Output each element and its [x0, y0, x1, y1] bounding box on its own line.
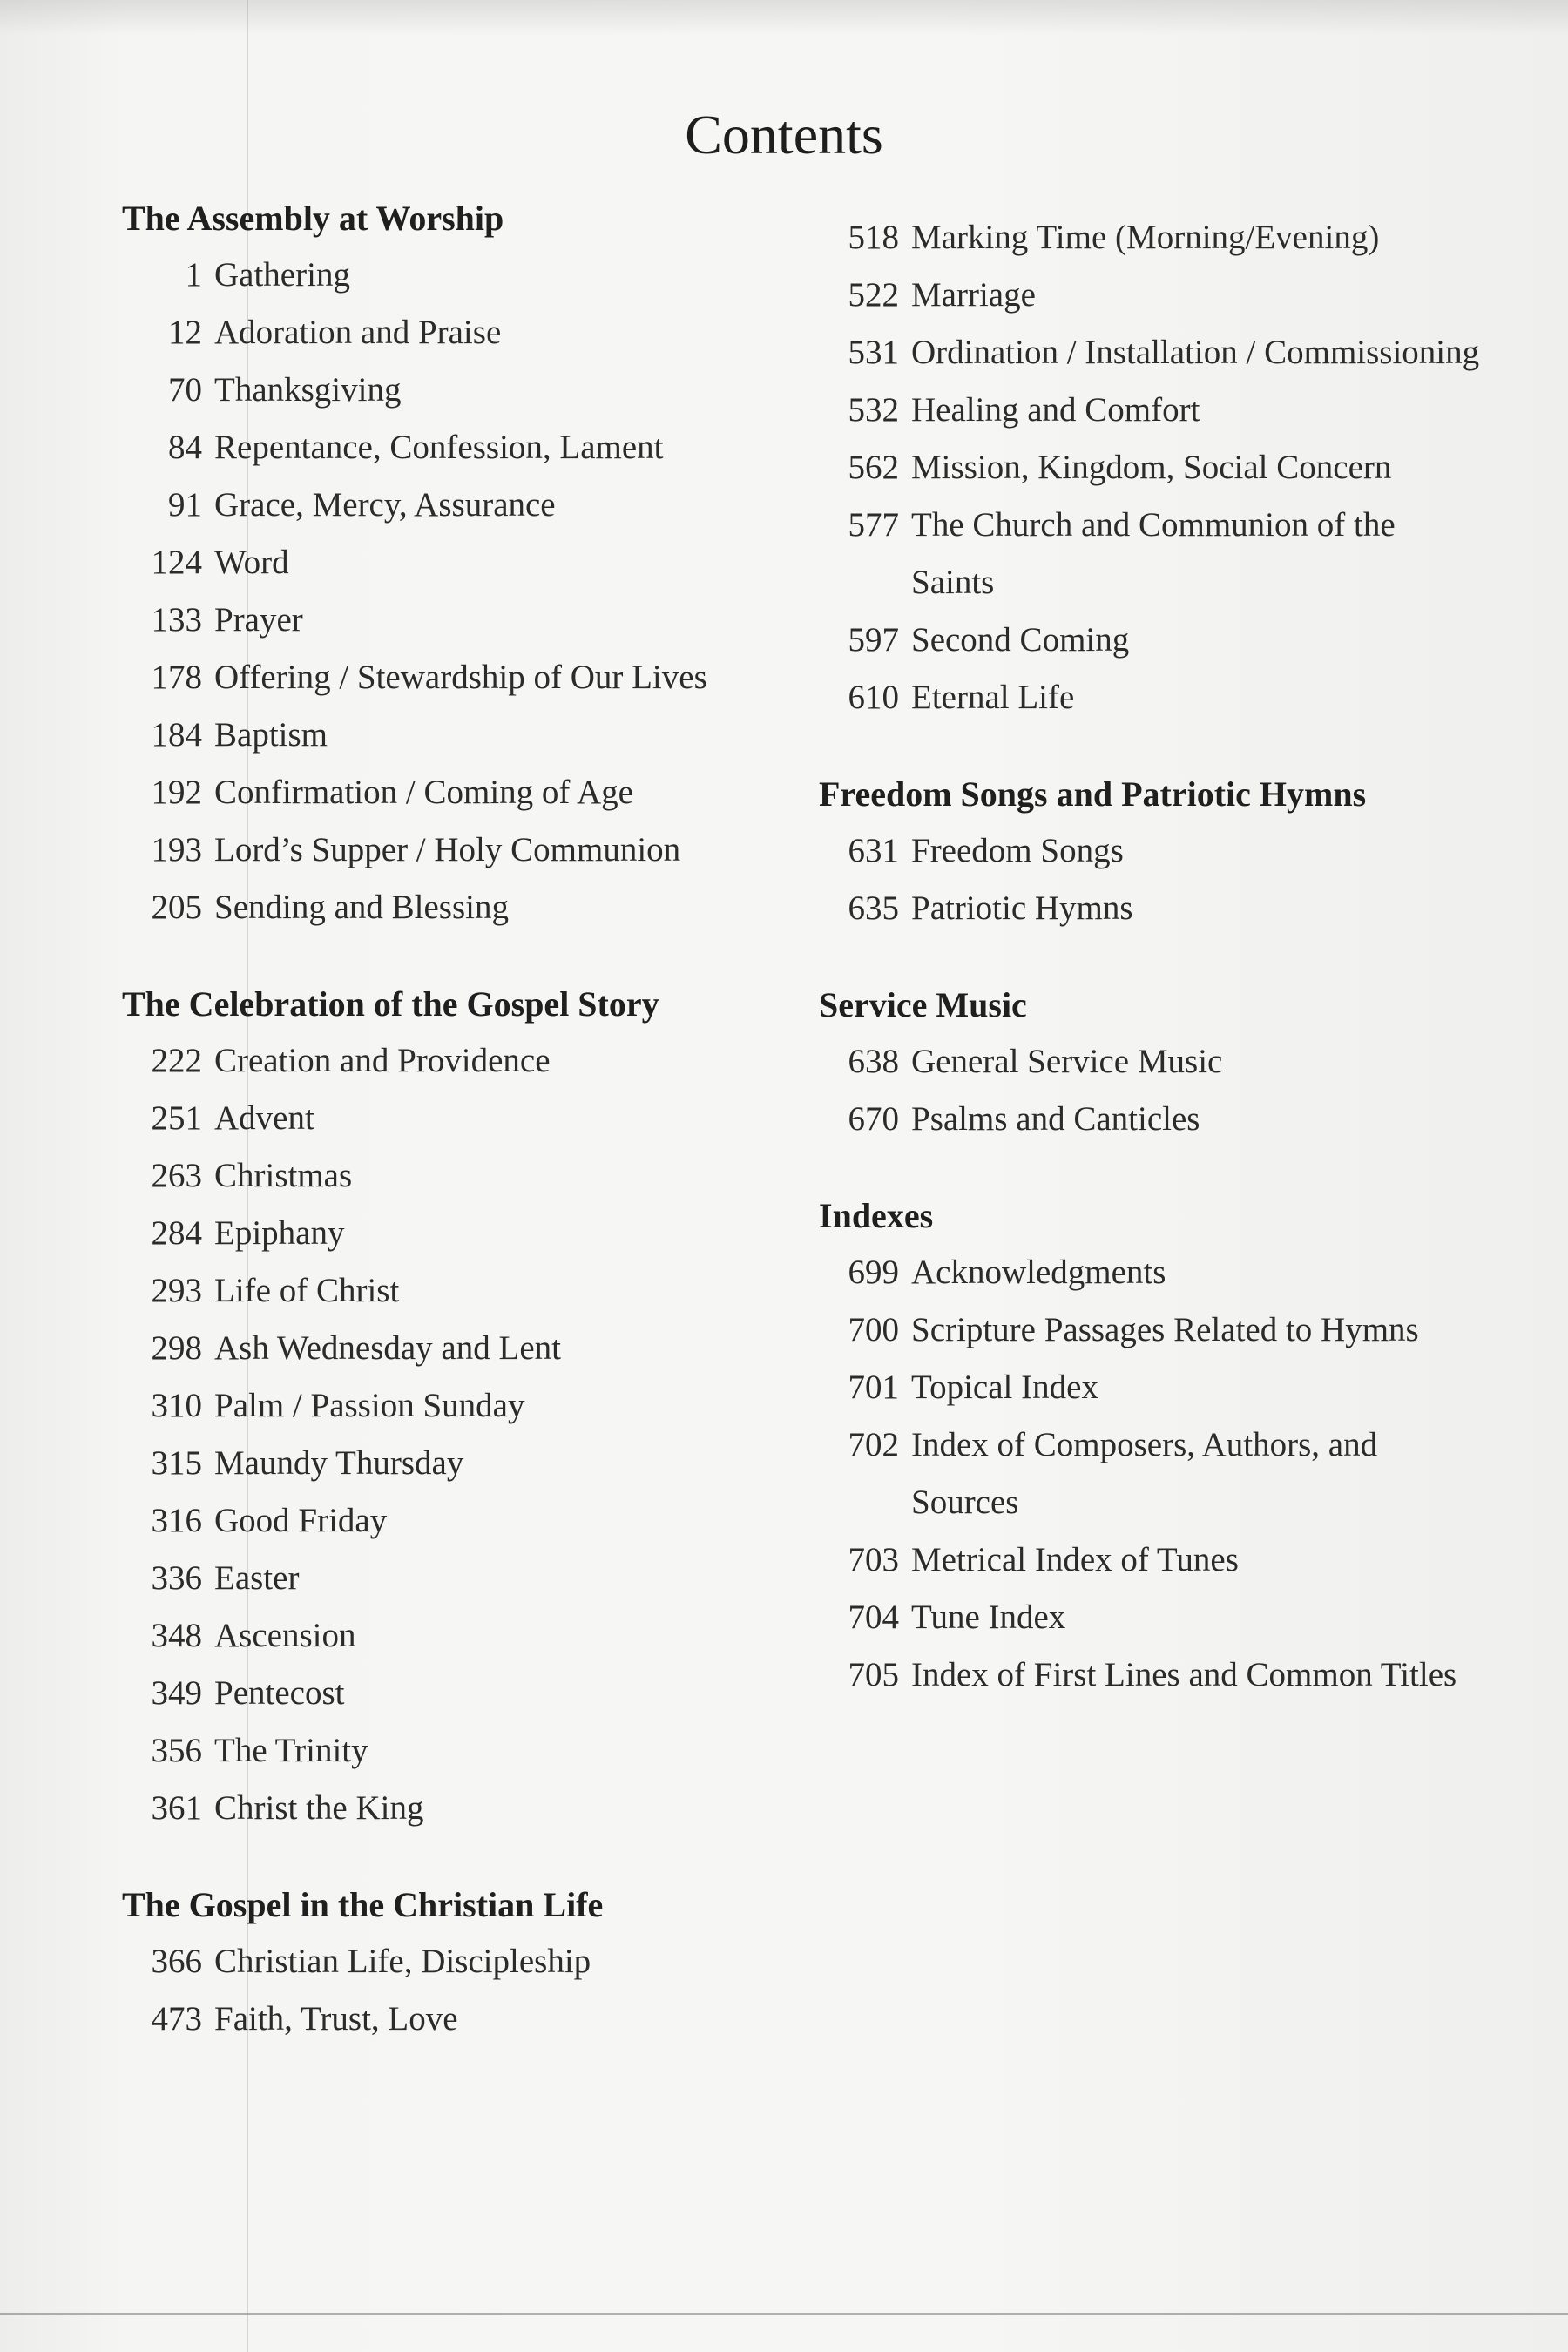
hymn-number: 610 — [848, 679, 899, 716]
hymn-number: 702 — [848, 1426, 899, 1463]
hymn-number: 178 — [151, 659, 202, 696]
toc-entry — [122, 706, 784, 764]
toc-entry — [819, 612, 1481, 669]
entry-title: Thanksgiving — [214, 371, 402, 409]
toc-entry — [819, 497, 1481, 612]
hymn-number: 531 — [848, 334, 899, 371]
toc-entry — [819, 1531, 1481, 1589]
hymn-number: 293 — [151, 1272, 202, 1309]
toc-entry — [122, 1320, 784, 1377]
toc-entry — [819, 1301, 1481, 1359]
toc-entry — [122, 1607, 784, 1665]
hymn-number: 361 — [151, 1789, 202, 1827]
toc-entry — [122, 304, 784, 362]
entry-title: Advent — [214, 1099, 314, 1137]
hymn-number: 193 — [151, 831, 202, 868]
hymn-number: 1 — [185, 256, 202, 294]
hymn-number: 284 — [151, 1214, 202, 1252]
entry-title: Maundy Thursday — [214, 1444, 464, 1482]
section-heading: The Assembly at Worship — [122, 199, 504, 238]
entry-title: Index of First Lines and Common Titles — [911, 1656, 1457, 1693]
toc-entry — [122, 419, 784, 476]
hymn-number: 133 — [151, 601, 202, 639]
toc-entry — [122, 1492, 784, 1550]
entry-title: Prayer — [214, 601, 303, 639]
toc-entry — [122, 649, 784, 706]
toc-entry — [819, 209, 1481, 267]
toc-entry — [819, 1416, 1481, 1531]
toc-section-the-assembly-at-worship — [122, 196, 784, 936]
entry-title: Healing and Comfort — [911, 391, 1200, 429]
toc-entry — [122, 1090, 784, 1147]
toc-entry — [819, 324, 1481, 382]
entry-title: Sending and Blessing — [214, 889, 509, 926]
hymn-number: 631 — [848, 832, 899, 869]
toc-entry — [122, 1262, 784, 1320]
toc-entry — [122, 1147, 784, 1205]
section-heading: Indexes — [819, 1196, 934, 1235]
entry-title: The Church and Communion of the Saints — [911, 506, 1396, 601]
section-heading: The Celebration of the Gospel Story — [122, 984, 659, 1024]
toc-entry — [819, 1646, 1481, 1704]
toc-entry — [819, 1033, 1481, 1091]
hymn-number: 124 — [151, 544, 202, 581]
section-heading: The Gospel in the Christian Life — [122, 1885, 604, 1924]
entry-title: Pentecost — [214, 1674, 345, 1712]
toc-entry — [819, 382, 1481, 439]
toc-entry — [819, 880, 1481, 937]
toc-section-continued — [819, 209, 1481, 727]
hymn-number: 348 — [151, 1617, 202, 1654]
toc-section-the-gospel-in-the-christian-life — [122, 1882, 784, 2048]
toc-entry — [819, 1244, 1481, 1301]
hymn-number: 518 — [848, 219, 899, 256]
left-column — [122, 196, 784, 2093]
hymn-number: 366 — [151, 1943, 202, 1980]
bottom-edge-line — [0, 2313, 1568, 2315]
hymn-number: 670 — [848, 1100, 899, 1138]
toc-entry — [122, 1032, 784, 1090]
toc-entry — [122, 1550, 784, 1607]
hymn-number: 184 — [151, 716, 202, 754]
entry-title: Baptism — [214, 716, 328, 754]
toc-entry — [122, 476, 784, 534]
toc-entry — [122, 1435, 784, 1492]
hymn-number: 638 — [848, 1043, 899, 1080]
hymn-number: 597 — [848, 621, 899, 659]
entry-title: Adoration and Praise — [214, 314, 502, 351]
hymn-number: 84 — [168, 429, 202, 466]
entry-title: Acknowledgments — [911, 1254, 1166, 1291]
entry-title: Metrical Index of Tunes — [911, 1541, 1239, 1578]
hymn-number: 701 — [848, 1369, 899, 1406]
toc-entry — [122, 879, 784, 936]
hymn-number: 699 — [848, 1254, 899, 1291]
entry-title: Offering / Stewardship of Our Lives — [214, 659, 707, 696]
toc-entry — [122, 1990, 784, 2048]
hymn-number: 315 — [151, 1444, 202, 1482]
entry-title: Lord’s Supper / Holy Communion — [214, 831, 681, 868]
entry-title: Christian Life, Discipleship — [214, 1943, 591, 1980]
entry-title: Psalms and Canticles — [911, 1100, 1200, 1138]
toc-entry — [819, 439, 1481, 497]
hymn-number: 251 — [151, 1099, 202, 1137]
hymn-number: 703 — [848, 1541, 899, 1578]
entry-title: Second Coming — [911, 621, 1130, 659]
hymn-number: 263 — [151, 1157, 202, 1194]
toc-entry — [122, 764, 784, 821]
toc-section-the-celebration-of-the-gospel-story — [122, 982, 784, 1837]
toc-entry — [122, 247, 784, 304]
entry-title: Epiphany — [214, 1214, 345, 1252]
top-shadow — [0, 0, 1568, 35]
toc-entry — [819, 1091, 1481, 1148]
hymn-number: 222 — [151, 1042, 202, 1079]
toc-entry — [819, 267, 1481, 324]
entry-title: Creation and Providence — [214, 1042, 551, 1079]
entry-title: Confirmation / Coming of Age — [214, 774, 633, 811]
entry-title: Easter — [214, 1559, 300, 1597]
hymn-number: 704 — [848, 1598, 899, 1636]
hymn-number: 70 — [168, 371, 202, 409]
entry-title: Ash Wednesday and Lent — [214, 1329, 561, 1367]
hymn-number: 316 — [151, 1502, 202, 1539]
hymn-number: 298 — [151, 1329, 202, 1367]
hymn-number: 562 — [848, 449, 899, 486]
entry-title: Palm / Passion Sunday — [214, 1387, 525, 1424]
hymn-number: 356 — [151, 1732, 202, 1769]
hymn-number: 700 — [848, 1311, 899, 1348]
entry-title: Life of Christ — [214, 1272, 400, 1309]
section-heading: Service Music — [819, 985, 1027, 1024]
hymn-number: 192 — [151, 774, 202, 811]
toc-entry — [122, 1665, 784, 1722]
right-column — [819, 209, 1481, 1749]
hymn-number: 310 — [151, 1387, 202, 1424]
entry-title: Grace, Mercy, Assurance — [214, 486, 556, 524]
hymn-number: 532 — [848, 391, 899, 429]
toc-entry — [122, 1377, 784, 1435]
hymn-number: 12 — [168, 314, 202, 351]
hymn-number: 473 — [151, 2000, 202, 2038]
toc-entry — [122, 821, 784, 879]
hymn-number: 705 — [848, 1656, 899, 1693]
hymn-number: 205 — [151, 889, 202, 926]
entry-title: Topical Index — [911, 1369, 1098, 1406]
section-heading: Freedom Songs and Patriotic Hymns — [819, 774, 1367, 814]
toc-entry — [122, 591, 784, 649]
entry-title: Good Friday — [214, 1502, 388, 1539]
toc-entry — [122, 1205, 784, 1262]
hymn-number: 522 — [848, 276, 899, 314]
toc-entry — [122, 534, 784, 591]
entry-title: General Service Music — [911, 1043, 1223, 1080]
toc-entry — [122, 1933, 784, 1990]
entry-title: Marking Time (Morning/Evening) — [911, 219, 1380, 256]
entry-title: Tune Index — [911, 1598, 1066, 1636]
toc-entry — [122, 1722, 784, 1780]
toc-section-indexes — [819, 1193, 1481, 1704]
toc-entry — [122, 1780, 784, 1837]
toc-section-service-music — [819, 983, 1481, 1148]
entry-title: Eternal Life — [911, 679, 1075, 716]
toc-entry — [819, 669, 1481, 727]
entry-title: Repentance, Confession, Lament — [214, 429, 664, 466]
entry-title: Word — [214, 544, 289, 581]
hymn-number: 635 — [848, 889, 899, 927]
entry-title: Ordination / Installation / Commissioning — [911, 334, 1480, 371]
entry-title: The Trinity — [214, 1732, 368, 1769]
toc-entry — [819, 822, 1481, 880]
hymn-number: 349 — [151, 1674, 202, 1712]
toc-entry — [819, 1359, 1481, 1416]
entry-title: Patriotic Hymns — [911, 889, 1133, 927]
entry-title: Faith, Trust, Love — [214, 2000, 458, 2038]
toc-entry — [122, 362, 784, 419]
entry-title: Index of Composers, Authors, and Sources — [911, 1426, 1378, 1521]
entry-title: Gathering — [214, 256, 350, 294]
hymn-number: 91 — [168, 486, 202, 524]
entry-title: Scripture Passages Related to Hymns — [911, 1311, 1419, 1348]
hymn-number: 336 — [151, 1559, 202, 1597]
entry-title: Christmas — [214, 1157, 353, 1194]
toc-entry — [819, 1589, 1481, 1646]
entry-title: Christ the King — [214, 1789, 424, 1827]
entry-title: Mission, Kingdom, Social Concern — [911, 449, 1392, 486]
entry-title: Marriage — [911, 276, 1036, 314]
toc-section-freedom-songs-and-patriotic-hymns — [819, 772, 1481, 937]
entry-title: Ascension — [214, 1617, 356, 1654]
entry-title: Freedom Songs — [911, 832, 1124, 869]
page-title: Contents — [685, 104, 883, 166]
hymn-number: 577 — [848, 506, 899, 544]
